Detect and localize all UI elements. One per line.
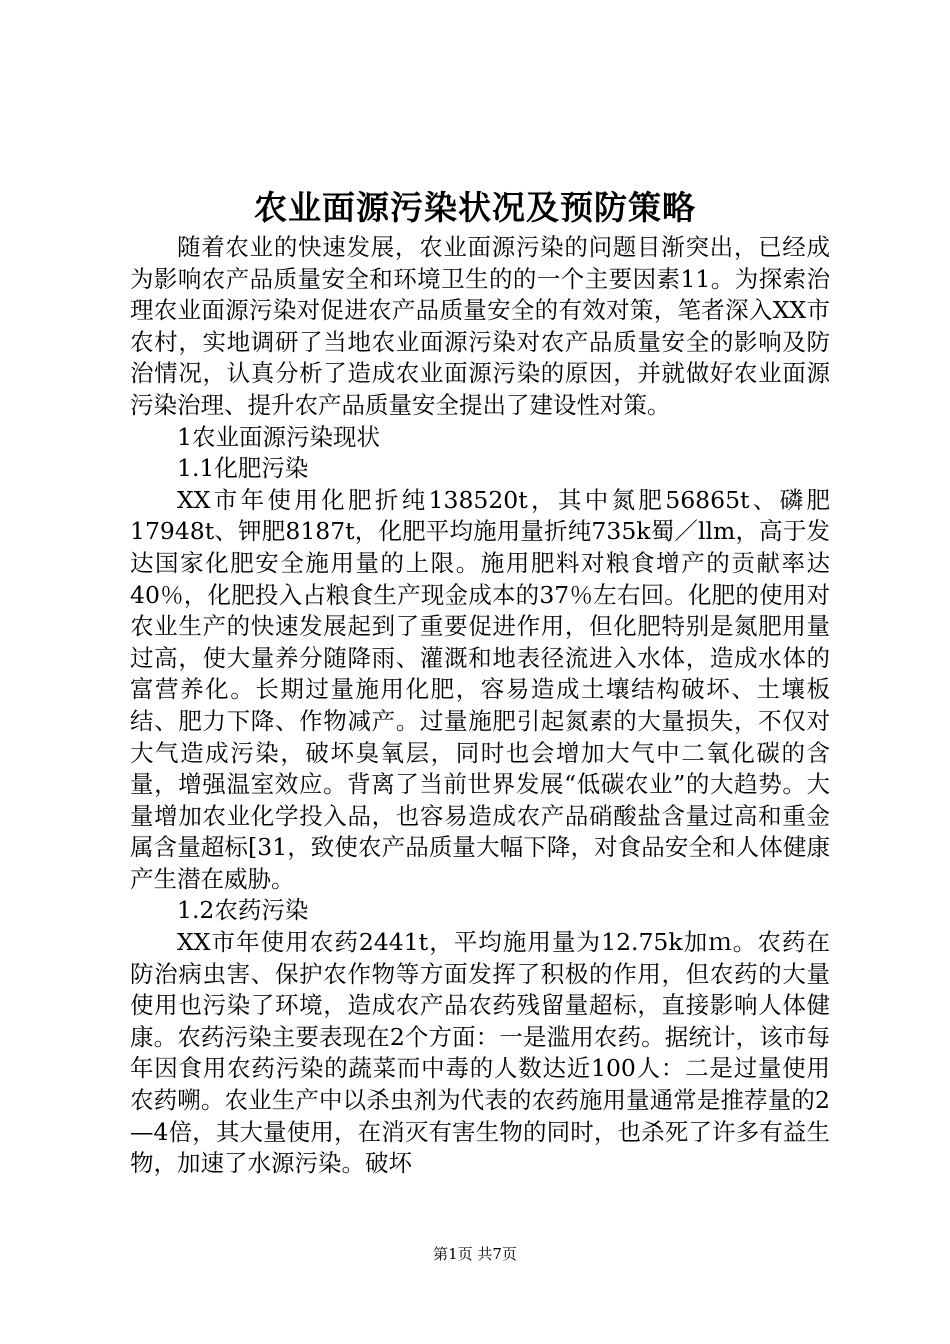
paragraph-pesticide: XX市年使用农药2441t，平均施用量为12.75k加ｍ。农药在防治病虫害、保护农作物等方面发挥了积极的作用，但农药的大量使用也污染了环境，造成农产品农药残留量超标，直接影响人体健康。农药污染主要表现在2个方面：一是滥用农药。据统计，该市每年因食用农药污染的蔬菜而中毒的人数达近100人：二是过量使用农药嗍。农业生产中以杀虫剂为代表的农药施用量通常是推荐量的2—4倍，其大量使用，在消灭有害生物的同时，也杀死了许多有益生物，加速了水源污染。破坏 bbox=[130, 928, 830, 1178]
page-footer: 第1页 共7页 bbox=[433, 1245, 517, 1263]
section-heading-1-2: 1.2农药污染 bbox=[177, 896, 309, 925]
paragraph-intro: 随着农业的快速发展，农业面源污染的问题目渐突出，已经成为影响农产品质量安全和环境卫生的的一个主要因素11。为探索治理农业面源污染对促进农产品质量安全的有效对策，笔者深入XX市农村，实地调研了当地农业面源污染对农产品质量安全的影响及防治情况，认真分析了造成农业面源污染的原因，并就做好农业面源污染治理、提升农产品质量安全提出了建设性对策。 bbox=[130, 233, 830, 419]
document-body bbox=[130, 232, 830, 1180]
paragraph-fertilizer: XX市年使用化肥折纯138520t，其中氮肥56865t、磷肥17948t、钾肥8187t，化肥平均施用量折纯735k蜀／llm，高于发达国家化肥安全施用量的上限。施用肥料对粮食增产的贡献率达40％，化肥投入占粮食生产现金成本的37％左右回。化肥的使用对农业生产的快速发展起到了重要促进作用，但化肥特别是氮肥用量过高，使大量养分随降雨、灌溉和地表径流进入水体，造成水体的富营养化。长期过量施用化肥，容易造成土壤结构破坏、土壤板结、肥力下降、作物减产。过量施肥引起氮素的大量损失，不仅对大气造成污染，破坏臭氧层，同时也会增加大气中二氧化碳的含量，增强温室效应。背离了当前世界发展“低碳农业”的大趋势。大量增加农业化学投入品，也容易造成农产品硝酸盐含量过高和重金属含量超标[31，致使农产品质量大幅下降，对食品安全和人体健康产生潜在威胁。 bbox=[130, 485, 830, 893]
section-heading-1-1: 1.1化肥污染 bbox=[177, 454, 309, 483]
document-title: 农业面源污染状况及预防策略 bbox=[254, 188, 696, 227]
section-heading-1: 1农业面源污染现状 bbox=[177, 422, 380, 451]
